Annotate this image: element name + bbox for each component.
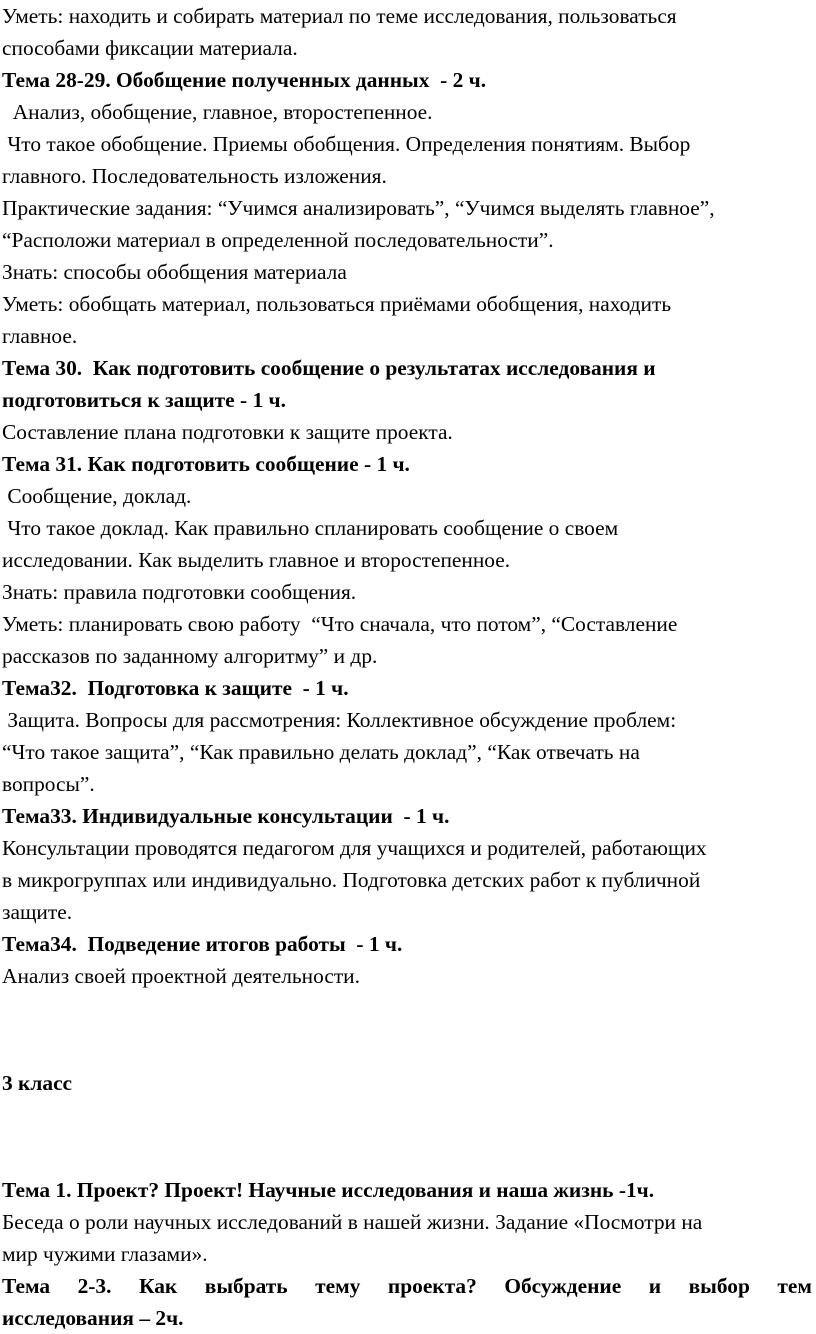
text-line: защите. <box>2 900 73 924</box>
heading-line: Тема 28-29. Обобщение полученных данных - 2 ч. <box>2 68 487 92</box>
text-line: главного. Последовательность изложения. <box>2 164 387 188</box>
text-line: Анализ, обобщение, главное, второстепенное. <box>2 100 433 124</box>
text-line: Составление плана подготовки к защите проекта. <box>2 420 453 444</box>
text-line: Сообщение, доклад. <box>2 484 192 508</box>
heading-line: Тема32. Подготовка к защите - 1 ч. <box>2 676 349 700</box>
heading-line: Тема 1. Проект? Проект! Научные исследования и наша жизнь -1ч. <box>2 1177 655 1202</box>
text-line: Уметь: планировать свою работу “Что сначала, что потом”, “Составление <box>2 612 678 636</box>
text-line: Защита. Вопросы для рассмотрения: Коллективное обсуждение проблем: <box>2 708 677 732</box>
heading-line: Тема 2-3. Как выбрать тему проекта? Обсуждение и выбор тем <box>2 1273 812 1298</box>
text-line: исследовании. Как выделить главное и второстепенное. <box>2 548 511 572</box>
heading-line: 3 класс <box>2 1070 73 1095</box>
text-line: Уметь: обобщать материал, пользоваться приёмами обобщения, находить <box>2 292 672 316</box>
text-line: мир чужими глазами». <box>2 1241 208 1266</box>
text-line: Что такое доклад. Как правильно спланировать сообщение о своем <box>2 516 619 540</box>
text-line: главное. <box>2 324 78 348</box>
heading-line: исследования – 2ч. <box>2 1305 184 1330</box>
text-line: “Что такое защита”, “Как правильно делать доклад”, “Как отвечать на <box>2 740 640 764</box>
text-line: в микрогруппах или индивидуально. Подготовка детских работ к публичной <box>2 868 701 892</box>
text-line: рассказов по заданному алгоритму” и др. <box>2 644 378 668</box>
heading-line: подготовиться к защите - 1 ч. <box>2 388 286 412</box>
text-line: вопросы”. <box>2 772 95 796</box>
blank-line <box>2 1013 812 1045</box>
text-line: Анализ своей проектной деятельности. <box>2 964 360 988</box>
heading-line: Тема33. Индивидуальные консультации - 1 ч. <box>2 804 450 828</box>
text-line: способами фиксации материала. <box>2 36 298 60</box>
text-line: “Расположи материал в определенной последовательности”. <box>2 228 554 252</box>
text-line: Консультации проводятся педагогом для учащихся и родителей, работающих <box>2 836 707 860</box>
heading-line: Тема 31. Как подготовить сообщение - 1 ч. <box>2 452 410 476</box>
text-line: Знать: способы обобщения материала <box>2 260 347 284</box>
text-line: Что такое обобщение. Приемы обобщения. Определения понятиям. Выбор <box>2 132 691 156</box>
text-line: Знать: правила подготовки сообщения. <box>2 580 357 604</box>
text-line: Беседа о роли научных исследований в нашей жизни. Задание «Посмотри на <box>2 1209 703 1234</box>
heading-line: Тема34. Подведение итогов работы - 1 ч. <box>2 932 403 956</box>
blank-line <box>2 1120 812 1152</box>
text-line: Практические задания: “Учимся анализировать”, “Учимся выделять главное”, <box>2 196 715 220</box>
heading-line: Тема 30. Как подготовить сообщение о результатах исследования и <box>2 356 656 380</box>
text-line: Уметь: находить и собирать материал по теме исследования, пользоваться <box>2 4 677 28</box>
